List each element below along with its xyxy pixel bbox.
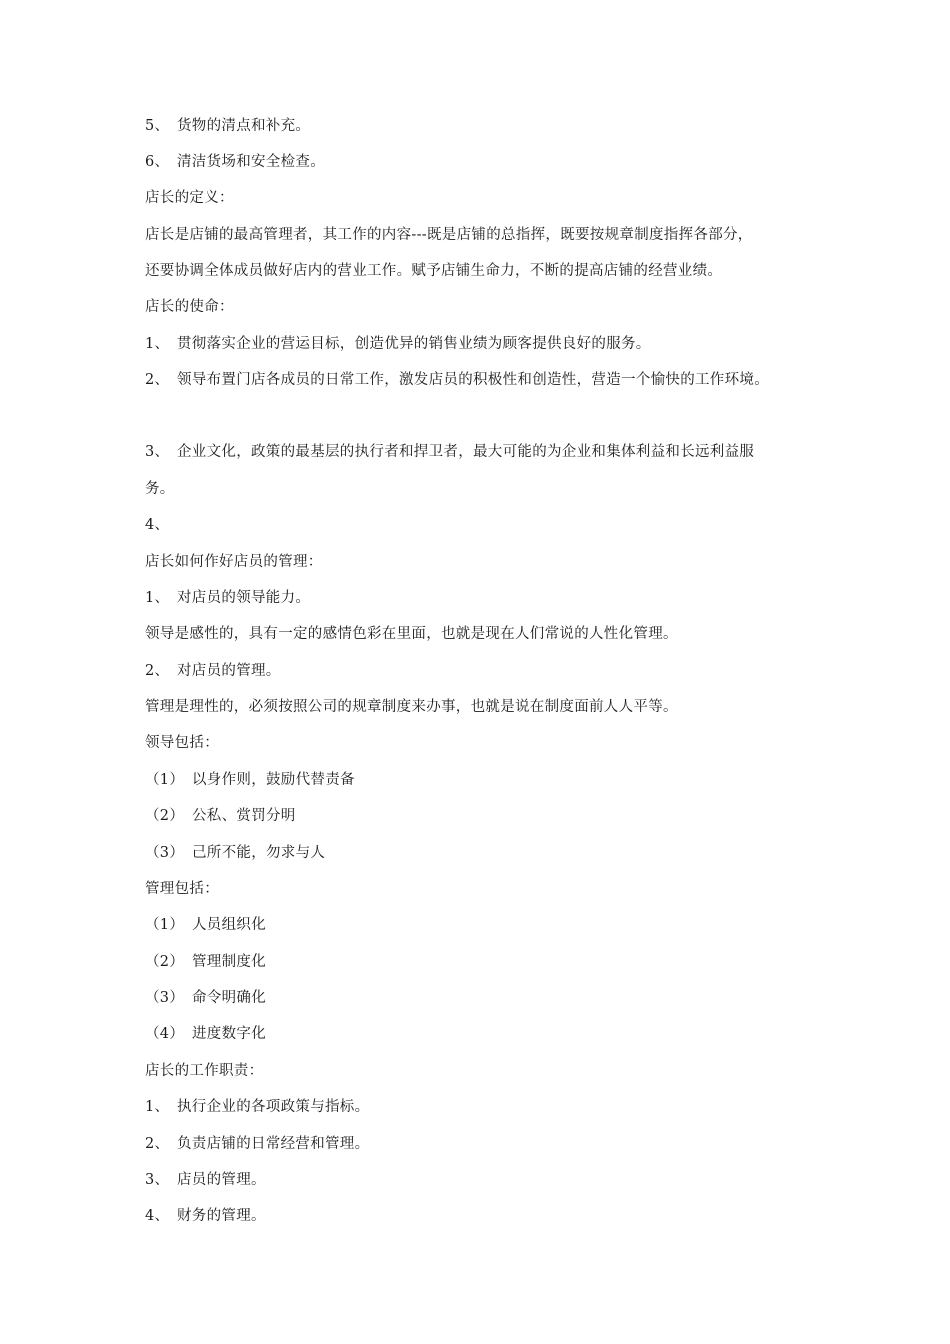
list-item xyxy=(145,1206,266,1226)
list-item xyxy=(145,1134,369,1154)
item-text: 管理制度化 xyxy=(192,954,266,970)
section-heading: 领导包括： xyxy=(145,735,219,751)
item-number: 1、 xyxy=(145,336,170,352)
item-text: 对店员的领导能力。 xyxy=(177,590,311,606)
list-item xyxy=(145,515,177,535)
item-text: 负责店铺的日常经营和管理。 xyxy=(177,1136,370,1152)
item-number: （2） xyxy=(145,808,185,824)
item-number: 2、 xyxy=(145,663,170,679)
item-text: 以身作则，鼓励代替责备 xyxy=(192,772,355,788)
item-number: （4） xyxy=(145,1026,185,1042)
item-number: （1） xyxy=(145,917,185,933)
section-heading: 店长的定义： xyxy=(145,190,234,206)
item-number: （3） xyxy=(145,990,185,1006)
section-heading: 店长的使命： xyxy=(145,299,234,315)
item-text: 贯彻落实企业的营运目标，创造优异的销售业绩为顾客提供良好的服务。 xyxy=(177,336,651,352)
list-item xyxy=(145,370,769,390)
item-text: 命令明确化 xyxy=(192,990,266,1006)
list-item xyxy=(145,806,296,826)
list-item xyxy=(145,588,310,608)
item-number: 3、 xyxy=(145,444,170,460)
list-item xyxy=(145,843,325,863)
item-text: 对店员的管理。 xyxy=(177,663,281,679)
list-item xyxy=(145,442,754,462)
item-text: 财务的管理。 xyxy=(177,1208,266,1224)
item-text: 人员组织化 xyxy=(192,917,266,933)
item-text: 领导布置门店各成员的日常工作，激发店员的积极性和创造性，营造一个愉快的工作环境。 xyxy=(177,372,769,388)
item-text: 清洁货场和安全检查。 xyxy=(177,154,325,170)
item-text: 企业文化，政策的最基层的执行者和捍卫者，最大可能的为企业和集体利益和长远利益服 xyxy=(177,444,755,460)
list-item xyxy=(145,661,281,681)
list-item xyxy=(145,1097,369,1117)
paragraph-line: 店长是店铺的最高管理者，其工作的内容---既是店铺的总指挥，既要按规章制度指挥各部分， xyxy=(145,227,753,243)
section-heading: 店长如何作好店员的管理： xyxy=(145,554,323,570)
item-text: 公私、赏罚分明 xyxy=(192,808,296,824)
item-text: 执行企业的各项政策与指标。 xyxy=(177,1099,370,1115)
paragraph-line: 管理是理性的，必须按照公司的规章制度来办事，也就是说在制度面前人人平等。 xyxy=(145,699,678,715)
list-item xyxy=(145,770,355,790)
paragraph-line: 还要协调全体成员做好店内的营业工作。赋予店铺生命力，不断的提高店铺的经营业绩。 xyxy=(145,263,723,279)
section-heading: 管理包括： xyxy=(145,881,219,897)
list-item xyxy=(145,915,266,935)
list-item xyxy=(145,1170,266,1190)
item-number: 2、 xyxy=(145,1136,170,1152)
list-item xyxy=(145,334,651,354)
item-text: 店员的管理。 xyxy=(177,1172,266,1188)
item-text: 货物的清点和补充。 xyxy=(177,118,311,134)
item-number: （3） xyxy=(145,845,185,861)
list-item xyxy=(145,152,325,172)
item-number: 4、 xyxy=(145,517,170,533)
item-number: 4、 xyxy=(145,1208,170,1224)
item-number: 6、 xyxy=(145,154,170,170)
item-number: 1、 xyxy=(145,590,170,606)
paragraph-line: 领导是感性的，具有一定的感情色彩在里面，也就是现在人们常说的人性化管理。 xyxy=(145,626,678,642)
item-number: 5、 xyxy=(145,118,170,134)
item-text: 进度数字化 xyxy=(192,1026,266,1042)
item-number: （2） xyxy=(145,954,185,970)
section-heading: 店长的工作职责： xyxy=(145,1063,264,1079)
list-item xyxy=(145,1024,266,1044)
item-number: 3、 xyxy=(145,1172,170,1188)
item-text: 己所不能，勿求与人 xyxy=(192,845,326,861)
item-number: 2、 xyxy=(145,372,170,388)
item-number: （1） xyxy=(145,772,185,788)
list-item xyxy=(145,952,266,972)
paragraph-line: 务。 xyxy=(145,481,175,497)
list-item xyxy=(145,988,266,1008)
list-item xyxy=(145,116,310,136)
item-number: 1、 xyxy=(145,1099,170,1115)
